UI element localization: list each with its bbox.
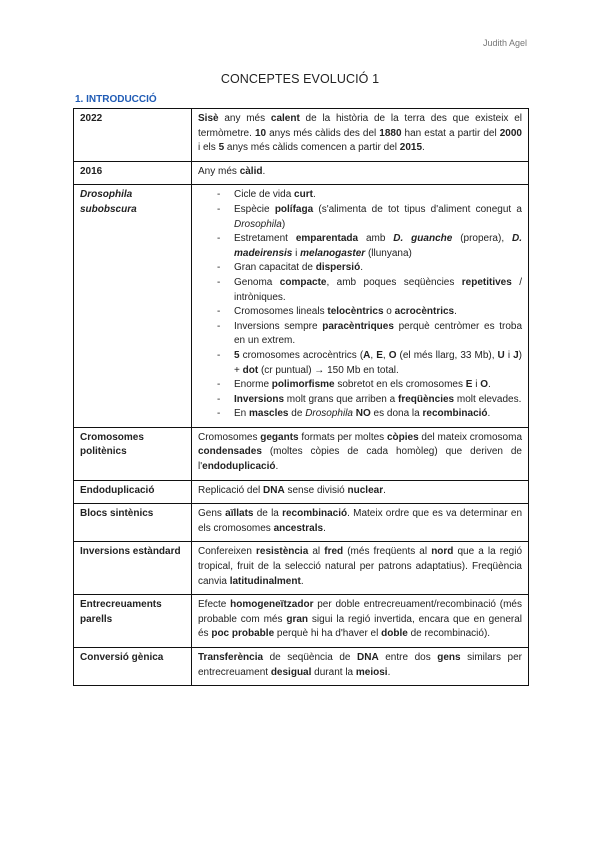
concept-definition: Efecte homogeneïtzador per doble entrecreuament/recombinació (més probable com més gran sigui la regió invertida, encara que en general és poc probable perquè hi ha d'haver el doble de recombinació). bbox=[192, 595, 529, 648]
concept-term: Blocs sintènics bbox=[74, 504, 192, 542]
concept-term: Inversions estàndard bbox=[74, 542, 192, 595]
list-item: - Cromosomes lineals telocèntrics o acrocèntrics. bbox=[198, 305, 522, 320]
concept-definition: Transferència de seqüència de DNA entre dos gens similars per entrecreuament desigual durant la meiosi. bbox=[192, 648, 529, 686]
list-item: - En mascles de Drosophila NO es dona la recombinació. bbox=[198, 407, 522, 422]
concept-term: Endoduplicació bbox=[74, 480, 192, 504]
list-item: - 5 cromosomes acrocèntrics (A, E, O (el més llarg, 33 Mb), U i J) + dot (cr puntual) → 150 Mb en total. bbox=[198, 349, 522, 378]
table-row bbox=[74, 109, 529, 162]
list-item: - Estretament emparentada amb D. guanche (propera), D. madeirensis i melanogaster (llunyana) bbox=[198, 232, 522, 261]
concept-definition: Gens aïllats de la recombinació. Mateix ordre que es va determinar en els cromosomes ancestrals. bbox=[192, 504, 529, 542]
concept-definition: Confereixen resistència al fred (més freqüents al nord que a la regió tropical, fruit de la selecció natural per patrons adaptatius). Freqüència canvia latitudinalment. bbox=[192, 542, 529, 595]
concepts-table-body bbox=[74, 109, 529, 686]
list-item: - Inversions sempre paracèntriques perquè centròmer es troba en un extrem. bbox=[198, 320, 522, 349]
concept-definition: Any més càlid. bbox=[192, 161, 529, 185]
concept-term: Cromosomes politènics bbox=[74, 427, 192, 480]
list-item: - Cicle de vida curt. bbox=[198, 188, 522, 203]
concept-definition: Sisè any més calent de la història de la terra des que existeix el termòmetre. 10 anys més càlids des del 1880 han estat a partir del 2000 i els 5 anys més càlids comencen a partir del 2015. bbox=[192, 109, 529, 162]
concept-term: Conversió gènica bbox=[74, 648, 192, 686]
table-row bbox=[74, 480, 529, 504]
concept-term: Drosophila subobscura bbox=[74, 185, 192, 428]
table-row bbox=[74, 504, 529, 542]
concepts-table bbox=[73, 108, 529, 686]
concept-term: 2022 bbox=[74, 109, 192, 162]
concept-definition: Replicació del DNA sense divisió nuclear. bbox=[192, 480, 529, 504]
definition-list bbox=[198, 188, 522, 422]
table-row bbox=[74, 161, 529, 185]
table-row bbox=[74, 542, 529, 595]
list-item: - Enorme polimorfisme sobretot en els cromosomes E i O. bbox=[198, 378, 522, 393]
document-title: CONCEPTES EVOLUCIÓ 1 bbox=[220, 72, 380, 86]
concept-term: 2016 bbox=[74, 161, 192, 185]
table-row bbox=[74, 595, 529, 648]
concept-definition: Cromosomes gegants formats per moltes còpies del mateix cromosoma condensades (moltes còpies de cada homòleg) que deriven de l'endoduplicació. bbox=[192, 427, 529, 480]
list-item: - Gran capacitat de dispersió. bbox=[198, 261, 522, 276]
concept-term: Entrecreuaments parells bbox=[74, 595, 192, 648]
list-item: - Inversions molt grans que arriben a freqüències molt elevades. bbox=[198, 393, 522, 408]
author-name: Judith Agel bbox=[482, 38, 527, 48]
list-item: - Genoma compacte, amb poques seqüències repetitives / intròniques. bbox=[198, 276, 522, 305]
table-row bbox=[74, 427, 529, 480]
list-item: - Espècie polífaga (s'alimenta de tot tipus d'aliment conegut a Drosophila) bbox=[198, 203, 522, 232]
section-heading: 1. INTRODUCCIÓ bbox=[75, 94, 157, 105]
concept-definition bbox=[192, 185, 529, 428]
table-row bbox=[74, 185, 529, 428]
table-row bbox=[74, 648, 529, 686]
